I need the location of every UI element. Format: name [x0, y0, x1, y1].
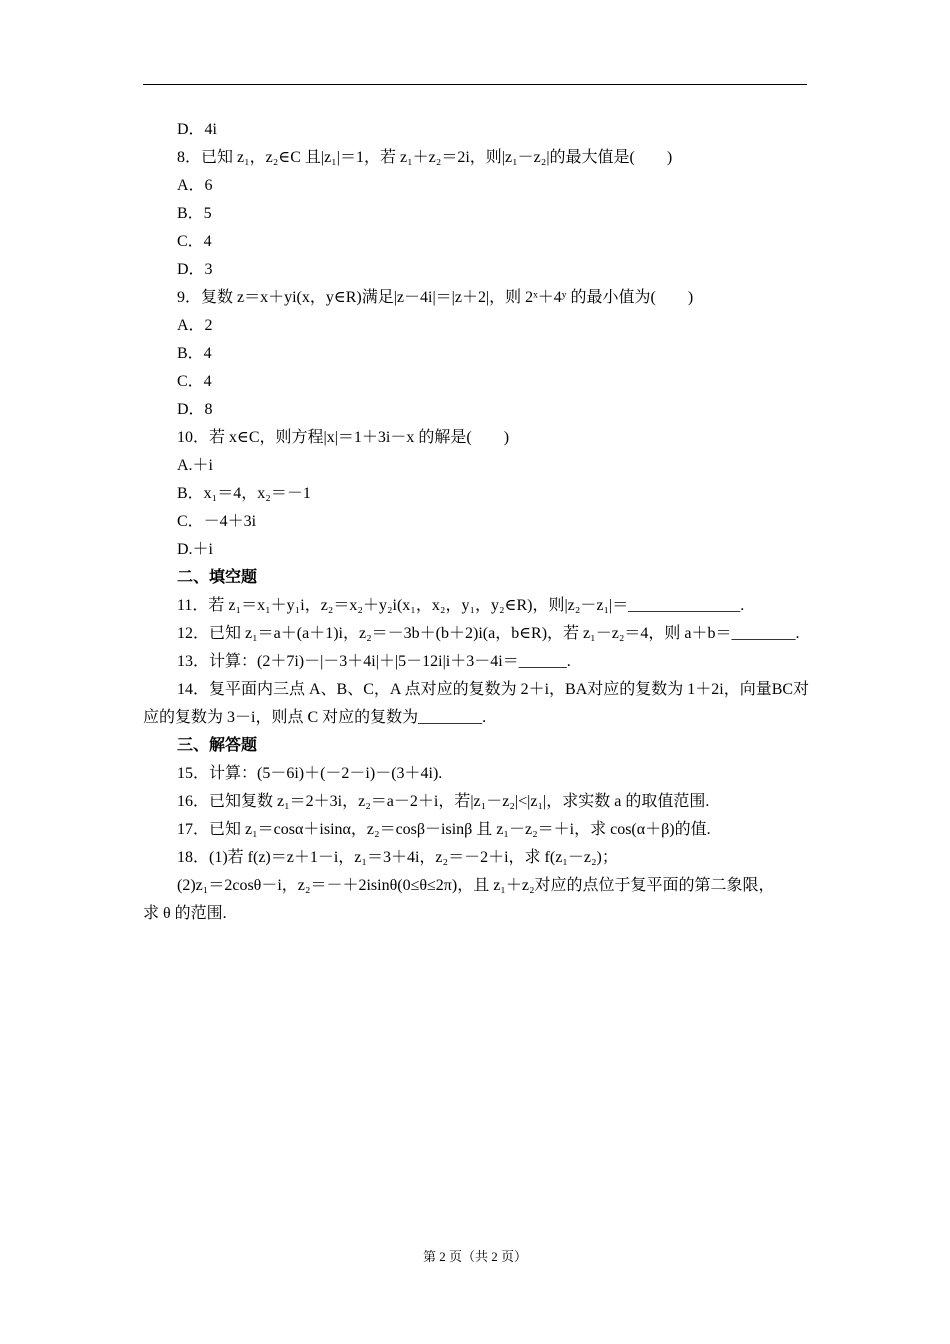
option-a: A.＋i — [177, 457, 214, 474]
option-c: C．4 — [177, 373, 212, 390]
option-d: D．8 — [177, 401, 213, 418]
option-a: A．2 — [177, 317, 213, 334]
option-b: B．5 — [177, 205, 212, 222]
option-a: A．6 — [177, 177, 213, 194]
text-line: D．4i — [177, 121, 218, 138]
option-c: C．4 — [177, 233, 212, 250]
option-d: D．3 — [177, 261, 213, 278]
question-15: 15．计算：(5－6i)＋(－2－i)－(3＋4i). — [177, 765, 443, 782]
question-10: 10．若 x∈C，则方程|x|＝1＋3i－x 的解是( ) — [177, 429, 510, 446]
question-17: 17．已知 z₁＝cosα＋isinα，z₂＝cosβ－isinβ 且 z₁－z₂＝＋i，求 cos(α＋β)的值. — [177, 821, 711, 838]
header-rule — [143, 84, 807, 85]
option-b: B．x₁＝4，x₂＝－1 — [177, 485, 311, 502]
question-18-part-2-continued: 求 θ 的范围. — [143, 905, 227, 922]
option-d: D.＋i — [177, 541, 214, 558]
question-14-continued: 应的复数为 3－i，则点 C 对应的复数为________. — [143, 709, 487, 726]
option-c: C．－4＋3i — [177, 513, 257, 530]
question-16: 16．已知复数 z₁＝2＋3i，z₂＝a－2＋i，若|z₁－z₂|<|z₁|，求实数 a 的取值范围. — [177, 793, 710, 810]
option-b: B．4 — [177, 345, 212, 362]
question-9: 9．复数 z＝x＋yi(x，y∈R)满足|z－4i|＝|z＋2|，则 2ˣ＋4ʸ 的最小值为( ) — [177, 289, 694, 306]
question-14: 14．复平面内三点 A、B、C，A 点对应的复数为 2＋i，BA对应的复数为 1＋2i，向量BC对 — [177, 681, 810, 698]
section-heading-answer: 三、解答题 — [177, 737, 258, 754]
section-heading-fill-in: 二、填空题 — [177, 569, 258, 586]
page-footer: 第 2 页（共 2 页） — [422, 1249, 527, 1264]
question-8: 8．已知 z₁，z₂∈C 且|z₁|＝1，若 z₁＋z₂＝2i，则|z₁－z₂|的最大值是( ) — [177, 149, 673, 166]
question-13: 13．计算：(2＋7i)－|－3＋4i|＋|5－12i|i＋3－4i＝______. — [177, 653, 571, 670]
question-11: 11．若 z₁＝x₁＋y₁i，z₂＝x₂＋y₂i(x₁，x₂，y₁，y₂∈R)，则|z₂－z₁|＝______________. — [177, 597, 745, 614]
question-18-part-2: (2)z₁＝2cosθ－i，z₂＝－＋2isinθ(0≤θ≤2π)，且 z₁＋z₂对应的点位于复平面的第二象限， — [177, 877, 775, 894]
question-12: 12．已知 z₁＝a＋(a＋1)i，z₂＝－3b＋(b＋2)i(a，b∈R)，若 z₁－z₂＝4，则 a＋b＝________. — [177, 625, 800, 642]
question-18-part-1: 18．(1)若 f(z)＝z＋1－i，z₁＝3＋4i，z₂＝－2＋i，求 f(z₁－z₂)； — [177, 849, 618, 866]
